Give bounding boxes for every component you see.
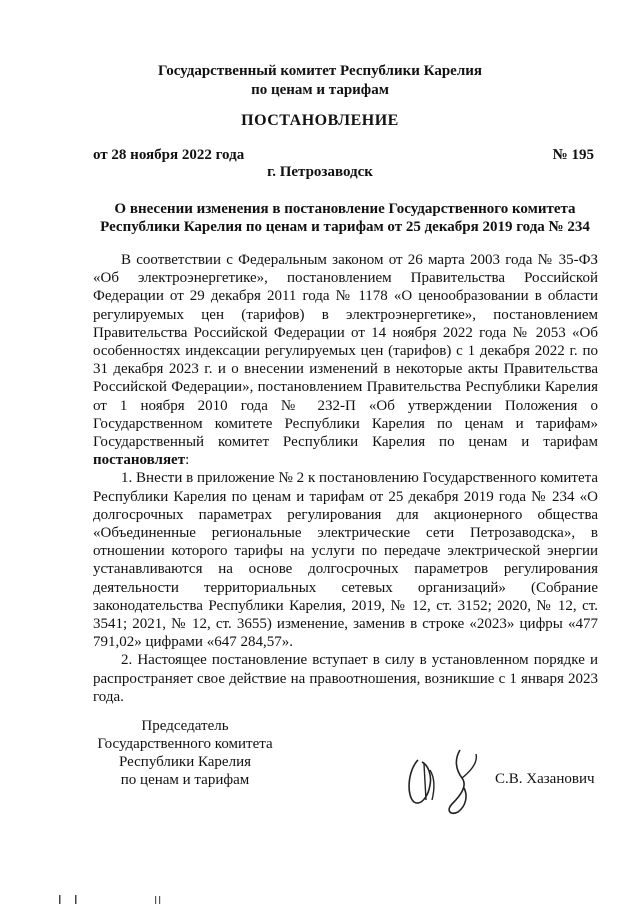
subject-line-1: О внесении изменения в постановление Государственного комитета bbox=[114, 201, 576, 217]
signatory-role bbox=[85, 717, 285, 789]
item-2-paragraph: 2. Настоящее постановление вступает в силу в установленном порядке и распространяет свое действие на правоотношения, возникшие с 1 января 2023 года. bbox=[93, 652, 598, 705]
scan-edge-marks bbox=[55, 893, 195, 905]
item-1-paragraph: 1. Внести в приложение № 2 к постановлению Государственного комитета Республики Карелия по ценам и тарифам от 25 декабря 2019 года № 234 «О долгосрочных параметрах регулирования для акционерного общества «Объединенные региональные электрические сети Петрозаводска», в отношении которого тарифы на услуги по передаче электрической энергии устанавливаются на основе долгосрочных параметров регулирования деятельности территориальных сетевых организаций» (Собрание законодательства Республики Карелия, 2019, № 12, ст. 3152; 2020, № 12, ст. 3541; 2021, № 12, ст. 3655) изменение, заменив в строке «2023» цифры «477 791,02» цифрами «647 284,57». bbox=[93, 470, 598, 651]
role-line-3: Республики Карелия bbox=[118, 754, 252, 770]
issuer-line-2: по ценам и тарифам bbox=[251, 82, 389, 98]
document-body bbox=[93, 251, 598, 706]
document-subject bbox=[90, 200, 600, 236]
preamble-text: В соответствии с Федеральным законом от 26 марта 2003 года № 35-ФЗ «Об электроэнергетике», постановлением Правительства Российской Федерации от 29 декабря 2011 года № 1178 «О ценообразовании в области регулируемых цен (тарифов) в электроэнергетике», постановлением Правительства Российской Федерации от 14 ноября 2022 года № 2053 «Об особенностях индексации регулируемых цен (тарифов) с 1 декабря 2022 г. по 31 декабря 2023 г. и о внесении изменений в некоторые акты Правительства Российской Федерации», постановлением Правительства Республики Карелия от 1 ноября 2010 года № 232-П «Об утверждении Положения о Государственном комитете Республики Карелия по ценам и тарифам» Государственный комитет Республики Карелия по ценам и тарифам bbox=[93, 252, 598, 451]
document-date: от 28 ноября 2022 года bbox=[93, 147, 245, 163]
decree-colon: : bbox=[185, 452, 190, 469]
preamble-paragraph bbox=[93, 251, 598, 469]
role-line-1: Председатель bbox=[141, 718, 229, 734]
document-number: № 195 bbox=[552, 147, 594, 163]
decree-word: постановляет bbox=[93, 452, 186, 469]
role-line-2: Государственного комитета bbox=[97, 736, 273, 752]
subject-line-2: Республики Карелия по ценам и тарифам от 25 декабря 2019 года № 234 bbox=[100, 219, 590, 235]
issuer-line-1: Государственный комитет Республики Карелия bbox=[158, 63, 482, 79]
handwritten-signature bbox=[400, 740, 490, 820]
signatory-name: С.В. Хазанович bbox=[495, 771, 595, 787]
role-line-4: по ценам и тарифам bbox=[120, 772, 250, 788]
document-city: г. Петрозаводск bbox=[267, 164, 373, 180]
document-type: ПОСТАНОВЛЕНИЕ bbox=[241, 112, 399, 129]
